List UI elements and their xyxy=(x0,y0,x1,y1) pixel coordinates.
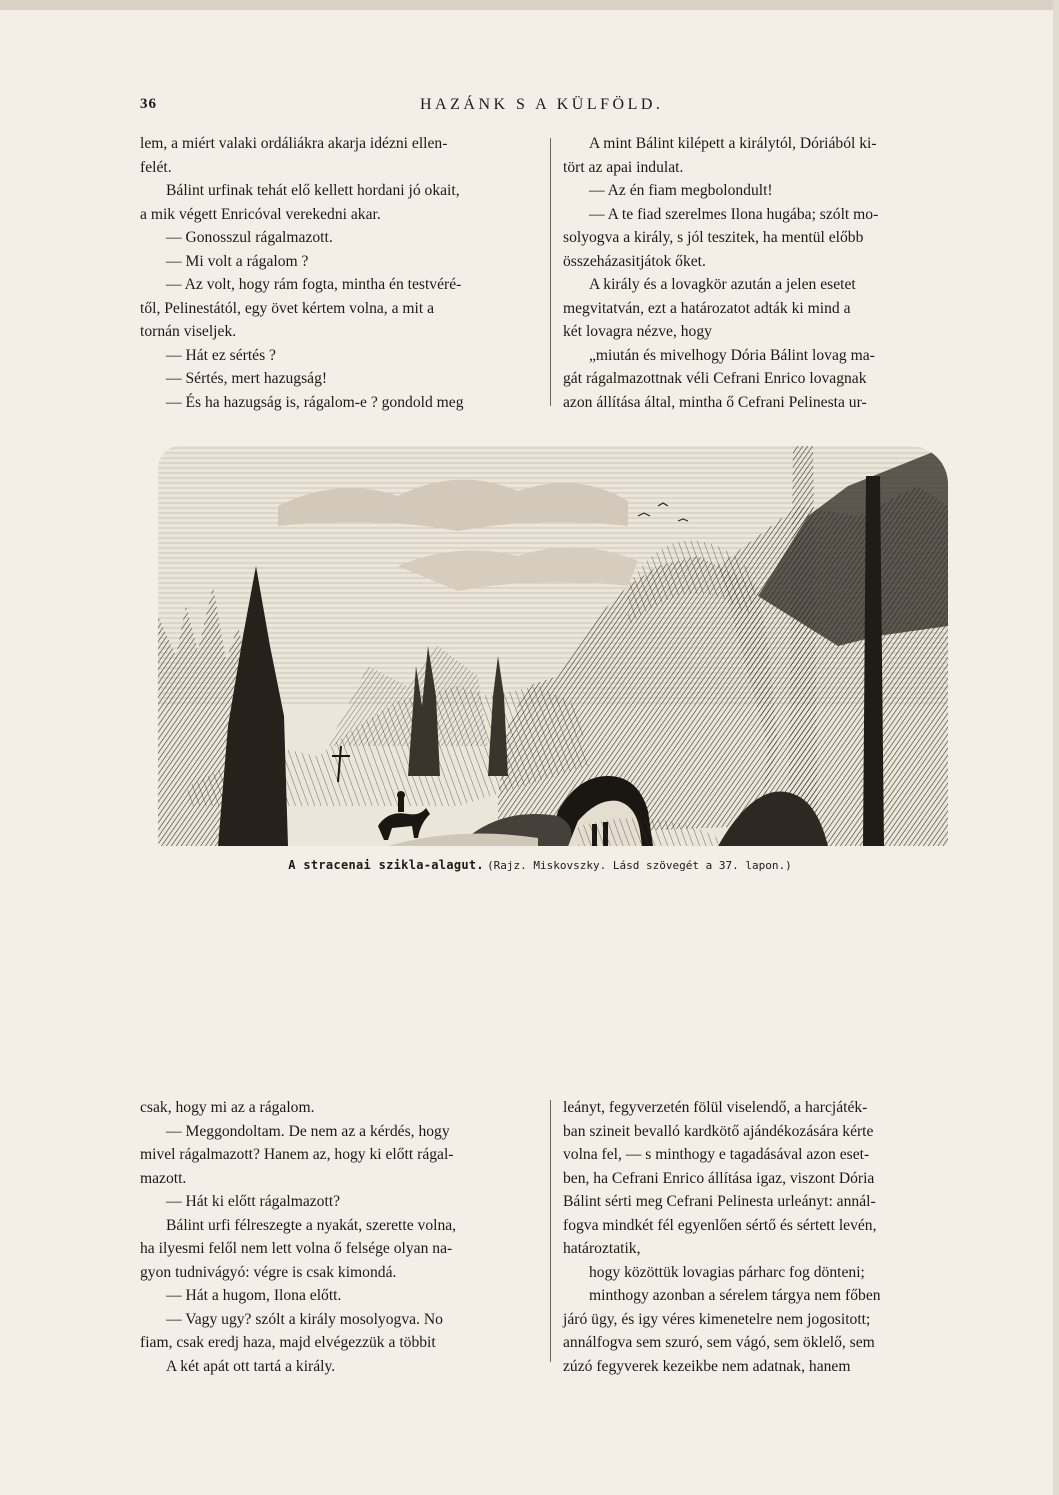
text-line: — Gonosszul rágalmazott. xyxy=(166,229,333,246)
text-line: tört az apai indulat. xyxy=(563,158,684,176)
text-line: összeházasitjátok őket. xyxy=(563,252,706,270)
page-edge-right xyxy=(1053,0,1059,1495)
running-title: HAZÁNK S A KÜLFÖLD. xyxy=(420,96,664,113)
text-line: lem, a miért valaki ordáliákra akarja idézni ellen- xyxy=(140,135,448,152)
text-line: zúzó fegyverek kezeikbe nem adatnak, hanem xyxy=(563,1357,851,1375)
caption-title: A stracenai szikla-alagut. xyxy=(288,858,484,872)
text-line: — Hát ki előtt rágalmazott? xyxy=(166,1193,341,1210)
text-line: ha ilyesmi felől nem lett volna ő felsége olyan na- xyxy=(140,1240,453,1257)
text-line: fiam, csak eredj haza, majd elvégezzük a többit xyxy=(140,1334,436,1351)
text-line: „miután és mivelhogy Dória Bálint lovag ma- xyxy=(589,346,875,364)
text-line: mivel rágalmazott? Hanem az, hogy ki előtt rágal- xyxy=(140,1146,454,1163)
text-line: — Hát ez sértés ? xyxy=(166,346,276,364)
text-line: A mint Bálint kilépett a királytól, Dóriából ki- xyxy=(589,135,877,152)
text-line: ban szineit bevalló kardkötő ajándékozására kérte xyxy=(563,1122,874,1140)
text-line: tornán viseljek. xyxy=(140,323,237,340)
column-right-bottom xyxy=(563,1096,953,1378)
text-line: A két apát ott tartá a király. xyxy=(166,1357,336,1375)
text-line: a mik végett Enricóval verekedni akar. xyxy=(140,205,381,223)
text-line: — Hát a hugom, Ilona előtt. xyxy=(166,1287,342,1304)
text-line: fogva mindkét fél egyenlően sértő és sértett levén, xyxy=(563,1216,877,1234)
text-line: leányt, fegyverzetén fölül viselendő, a harcjáték- xyxy=(563,1099,868,1116)
text-line: solyogva a király, s jól teszitek, ha mentül előbb xyxy=(563,229,864,246)
illustration-caption xyxy=(140,858,940,873)
column-left-bottom xyxy=(140,1096,540,1378)
text-line: A király és a lovagkör azután a jelen esetet xyxy=(589,276,856,293)
text-line: felét. xyxy=(140,158,172,176)
text-line: — Meggondoltam. De nem az a kérdés, hogy xyxy=(166,1122,450,1140)
text-line: — Vagy ugy? szólt a király mosolyogva. No xyxy=(166,1310,443,1328)
text-line: volna fel, — s minthogy e tagadásával azon eset- xyxy=(563,1146,870,1163)
text-line: megvitatván, ezt a határozatot adták ki mind a xyxy=(563,299,851,317)
cave-tunnel-engraving xyxy=(158,446,948,846)
text-line: mazott. xyxy=(140,1169,187,1187)
text-line: két lovagra nézve, hogy xyxy=(563,323,712,340)
column-divider xyxy=(550,138,551,406)
text-line: ben, ha Cefrani Enrico állítása igaz, viszont Dória xyxy=(563,1169,875,1187)
text-line: — Az én fiam megbolondult! xyxy=(589,182,773,199)
page-edge-top xyxy=(0,0,1059,10)
column-left-top xyxy=(140,132,540,414)
text-line: annálfogva sem szuró, sem vágó, sem öklelő, sem xyxy=(563,1334,875,1351)
text-line: — Az volt, hogy rám fogta, mintha én testvéré- xyxy=(166,276,462,293)
text-line: — Sértés, mert hazugság! xyxy=(166,370,328,387)
text-line: — A te fiad szerelmes Ilona hugába; szólt mo- xyxy=(589,205,879,223)
text-line: minthogy azonban a sérelem tárgya nem főben xyxy=(589,1287,881,1304)
text-line: — És ha hazugság is, rágalom-e ? gondold meg xyxy=(166,393,464,411)
column-right-top xyxy=(563,132,953,414)
text-line: Bálint urfi félreszegte a nyakát, szerette volna, xyxy=(166,1216,457,1234)
text-line: azon állítása által, mintha ő Cefrani Pelinesta ur- xyxy=(563,393,867,411)
text-line: — Mi volt a rágalom ? xyxy=(166,252,309,270)
text-line: gyon tudnivágyó: végre is csak kimondá. xyxy=(140,1263,397,1281)
caption-credit: (Rajz. Miskovszky. Lásd szövegét a 37. lapon.) xyxy=(487,859,792,872)
page-header xyxy=(140,96,940,120)
text-line: Bálint urfinak tehát elő kellett hordani jó okait, xyxy=(166,182,460,199)
engraving-illustration xyxy=(158,446,948,846)
text-line: től, Pelinestától, egy övet kértem volna, a mit a xyxy=(140,299,435,317)
page-number: 36 xyxy=(140,96,157,112)
text-line: Bálint sérti meg Cefrani Pelinesta urleányt: annál- xyxy=(563,1193,876,1210)
column-divider xyxy=(550,1100,551,1362)
text-line: járó ügy, és igy véres kimenetelre nem jogositott; xyxy=(563,1310,871,1328)
text-line: határoztatik, xyxy=(563,1240,641,1257)
text-line: gát rágalmazottnak véli Cefrani Enrico lovagnak xyxy=(563,370,867,387)
text-line: csak, hogy mi az a rágalom. xyxy=(140,1099,315,1116)
text-line: hogy közöttük lovagias párharc fog dönteni; xyxy=(589,1263,865,1281)
